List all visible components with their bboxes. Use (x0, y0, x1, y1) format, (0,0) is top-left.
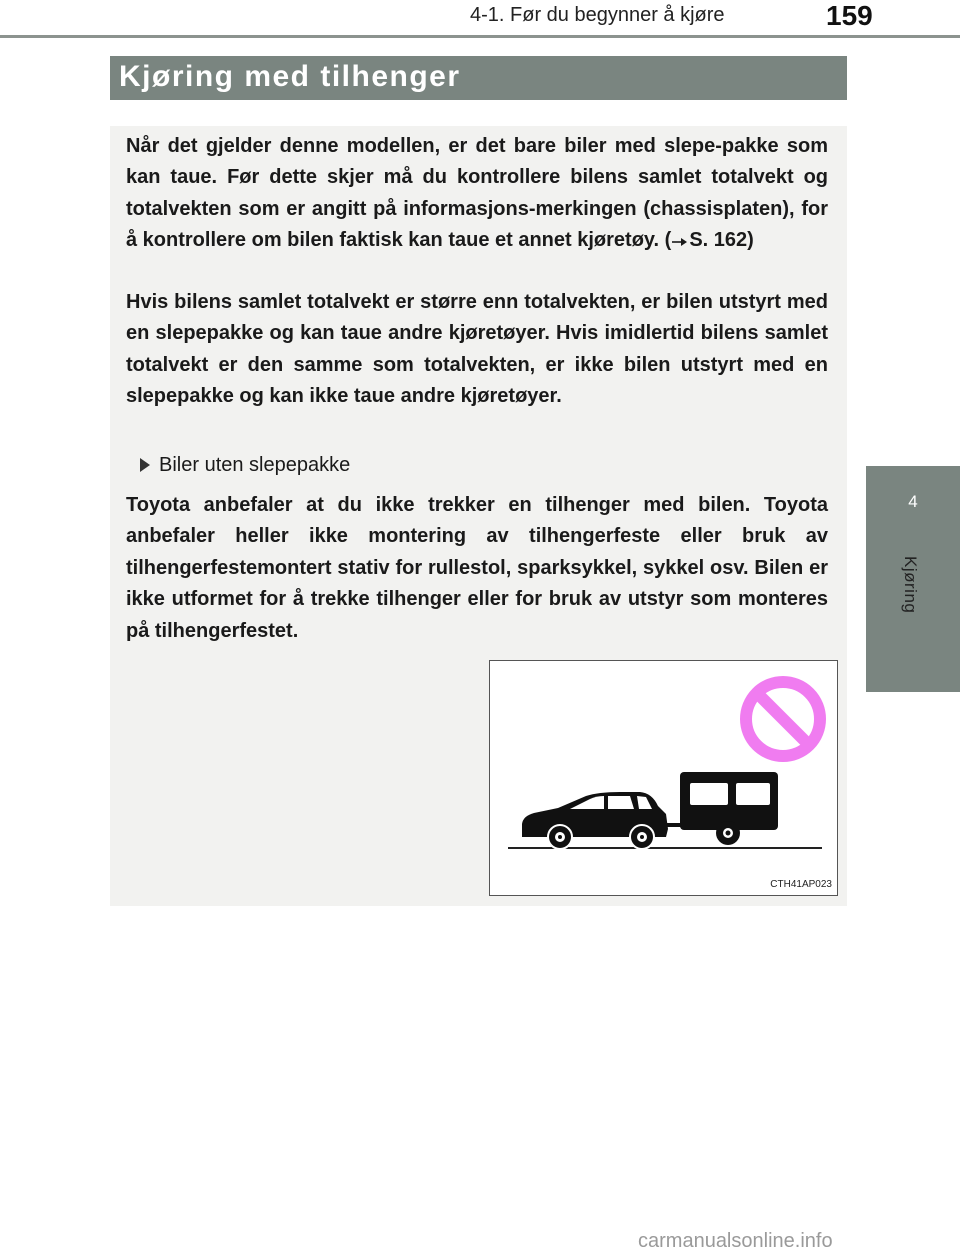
header-divider (0, 35, 960, 38)
page-number: 159 (826, 0, 873, 31)
chapter-label: Kjøring (901, 556, 920, 614)
bullet-item (140, 454, 350, 477)
paragraph-intro (126, 131, 828, 257)
paragraph-intro-end: ) (747, 229, 754, 252)
bullet-arrow-icon (140, 458, 150, 472)
bullet-text: Biler uten slepepakke (159, 454, 351, 476)
prohibition-icon (746, 682, 820, 756)
towing-prohibited-illustration (489, 660, 838, 896)
paragraph-towing-package: Hvis bilens samlet totalvekt er større enn totalvekten, er bilen utstyrt med en slepepakke og kan taue andre kjøretøyer. Hvis imidlertid bilens samlet totalvekt er den samme som totalvekten, er ikke bilen utstyrt med en slepepakke og kan ikke taue andre kjøretøyer. (126, 291, 828, 408)
paragraph-intro-text: Når det gjelder denne modellen, er det bare biler med slepe-pakke som kan taue. Før dette skjer må du kontrollere bilens samlet totalvekt og totalvekten som er angitt på informasjons-merkingen (chassisplaten), for å kontrollere om bilen faktisk kan taue et annet kjøretøy. ( (126, 135, 828, 252)
reference-arrow-icon (671, 229, 689, 251)
figure-code: CTH41AP023 (770, 879, 832, 890)
trailer-icon (662, 772, 778, 845)
paragraph-recommendation: Toyota anbefaler at du ikke trekker en tilhenger med bilen. Toyota anbefaler heller ikke montering av tilhengerfeste eller bruk av tilhengerfestemontert stativ for rullestol, sparksykkel, sykkel osv. Bilen er ikke utformet for å trekke tilhenger eller for bruk av utstyr som monteres på tilhengerfestet. (126, 494, 828, 642)
car-icon (522, 792, 668, 849)
chapter-number: 4 (908, 492, 918, 511)
section-title-bar (110, 56, 847, 100)
header-section-title: 4-1. Før du begynner å kjøre (470, 4, 725, 26)
section-title: Kjøring med tilhenger (119, 60, 461, 93)
page-reference-link[interactable]: S. 162 (689, 229, 748, 252)
watermark: carmanualsonline.info (638, 1230, 833, 1252)
car-trailer-drawing (490, 661, 837, 895)
